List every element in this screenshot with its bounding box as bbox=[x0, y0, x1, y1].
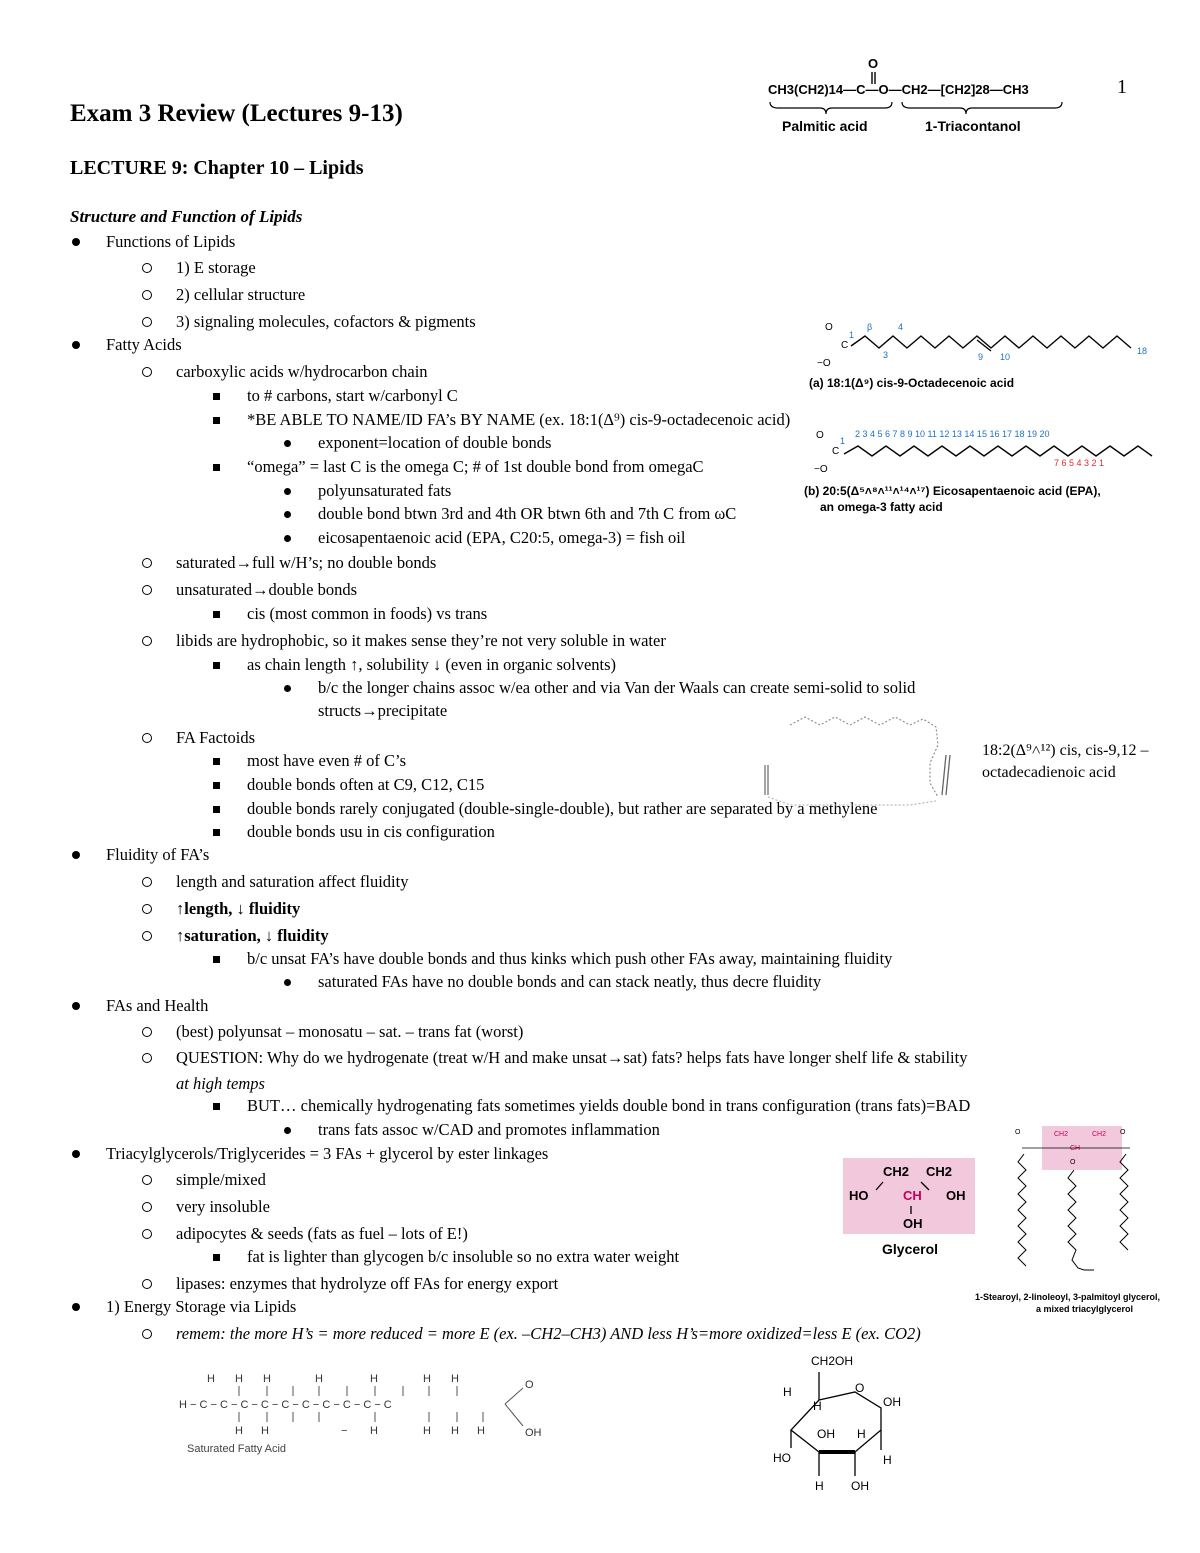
square-bullet-icon bbox=[213, 782, 220, 789]
svg-text:H − C − C − C − C − C − C − C: H − C − C − C − C − C − C − C − C − C − C bbox=[179, 1399, 392, 1411]
svg-text:H: H bbox=[235, 1373, 243, 1385]
glycerol-ch2-left: CH2 bbox=[883, 1164, 910, 1179]
oleic-acid-caption: (a) 18:1(Δ⁹) cis-9-Octadecenoic acid bbox=[809, 376, 1015, 390]
wax-formula: CH3(CH2)14—C—O—CH2—[CH2]28—CH3 bbox=[768, 82, 1029, 97]
svg-text:18: 18 bbox=[1137, 346, 1148, 356]
outline-item: 3) signaling molecules, cofactors & pigments bbox=[176, 312, 476, 331]
triacylglycerol-caption-line1: 1-Stearoyl, 2-linoleoyl, 3-palmitoyl glycerol, bbox=[975, 1292, 1161, 1302]
palmitic-acid-label: Palmitic acid bbox=[782, 118, 868, 134]
svg-text:O: O bbox=[855, 1381, 865, 1395]
svg-text:1: 1 bbox=[840, 436, 846, 446]
epa-caption-line2: an omega-3 fatty acid bbox=[820, 500, 943, 514]
svg-text:O: O bbox=[825, 322, 833, 333]
triacontanol-label: 1-Triacontanol bbox=[925, 118, 1021, 134]
bullet-icon bbox=[72, 1303, 80, 1311]
linoleic-acid-figure bbox=[760, 705, 960, 815]
glycerol-ch: CH bbox=[903, 1188, 922, 1203]
outline-item: exponent=location of double bonds bbox=[318, 433, 552, 452]
outline-item: cis (most common in foods) vs trans bbox=[247, 604, 488, 623]
outline-item: (best) polyunsat – monosatu – sat. – trans fat (worst) bbox=[176, 1022, 524, 1041]
page-title: Exam 3 Review (Lectures 9-13) bbox=[70, 100, 403, 127]
saturated-fatty-acid-structure bbox=[175, 1368, 555, 1440]
outline-item: libids are hydrophobic, so it makes sense they’re not very soluble in water bbox=[176, 631, 666, 650]
outline-item: to # carbons, start w/carbonyl C bbox=[247, 386, 458, 405]
svg-text:H: H bbox=[451, 1373, 459, 1385]
outline-item: double bond btwn 3rd and 4th OR btwn 6th and 7th C from ωC bbox=[318, 504, 737, 523]
svg-text:4: 4 bbox=[898, 322, 904, 332]
circle-bullet-icon bbox=[142, 733, 152, 743]
dot-bullet-icon bbox=[284, 979, 291, 986]
svg-text:O: O bbox=[1070, 1159, 1076, 1166]
circle-bullet-icon bbox=[142, 1279, 152, 1289]
outline-item: BUT… chemically hydrogenating fats sometimes yields double bond in trans configuration (trans fats)=BAD bbox=[247, 1096, 971, 1115]
triacylglycerol-structure bbox=[1010, 1120, 1180, 1290]
outline-item: as chain length ↑, solubility ↓ (even in organic solvents) bbox=[247, 655, 617, 674]
svg-text:H: H bbox=[207, 1373, 215, 1385]
outline-item: 2) cellular structure bbox=[176, 285, 306, 304]
outline-item: simple/mixed bbox=[176, 1170, 266, 1189]
epa-structure bbox=[800, 422, 1170, 480]
svg-text:10: 10 bbox=[1000, 352, 1011, 362]
svg-text:H: H bbox=[423, 1373, 431, 1385]
outline-item: QUESTION: Why do we hydrogenate (treat w/H and make unsat→sat) fats? helps fats have longer shelf life & stability bbox=[176, 1048, 968, 1067]
square-bullet-icon bbox=[213, 829, 220, 836]
circle-bullet-icon bbox=[142, 1027, 152, 1037]
svg-text:OH: OH bbox=[525, 1427, 542, 1439]
outline-item: *BE ABLE TO NAME/ID FA’s BY NAME (ex. 18:1(Δ⁹) cis-9-octadecenoic acid) bbox=[247, 410, 791, 429]
svg-text:H: H bbox=[261, 1425, 269, 1437]
outline-item: b/c unsat FA’s have double bonds and thus kinks which push other FAs away, maintaining fluidity bbox=[247, 949, 893, 968]
circle-bullet-icon bbox=[142, 1202, 152, 1212]
outline-item: ↑length, ↓ fluidity bbox=[176, 899, 301, 918]
outline-item: saturated FAs have no double bonds and can stack neatly, thus decre fluidity bbox=[318, 972, 822, 991]
svg-text:−: − bbox=[341, 1425, 348, 1437]
outline-item: 1) Energy Storage via Lipids bbox=[106, 1297, 297, 1316]
svg-text:H: H bbox=[315, 1373, 323, 1385]
svg-text:O: O bbox=[1015, 1129, 1021, 1136]
outline-item: very insoluble bbox=[176, 1197, 270, 1216]
outline-item: saturated→full w/H’s; no double bonds bbox=[176, 553, 437, 572]
square-bullet-icon bbox=[213, 956, 220, 963]
svg-text:H: H bbox=[813, 1399, 822, 1413]
outline-item: lipases: enzymes that hydrolyze off FAs for energy export bbox=[176, 1274, 559, 1293]
svg-text:H: H bbox=[815, 1479, 824, 1493]
bullet-icon bbox=[72, 851, 80, 859]
bullet-icon bbox=[72, 238, 80, 246]
svg-text:H: H bbox=[477, 1425, 485, 1437]
square-bullet-icon bbox=[213, 758, 220, 765]
dot-bullet-icon bbox=[284, 440, 291, 447]
page-number: 1 bbox=[1117, 76, 1127, 98]
svg-text:H: H bbox=[370, 1373, 378, 1385]
svg-text:H: H bbox=[235, 1425, 243, 1437]
oleic-acid-figure bbox=[809, 318, 1155, 393]
glycerol-caption: Glycerol bbox=[882, 1241, 939, 1257]
square-bullet-icon bbox=[213, 464, 220, 471]
svg-text:O: O bbox=[816, 430, 824, 441]
oleic-acid-structure bbox=[815, 318, 1155, 378]
outline-item: structs→precipitate bbox=[318, 701, 448, 720]
svg-text:H: H bbox=[263, 1373, 271, 1385]
svg-text:O: O bbox=[1120, 1129, 1126, 1136]
dot-bullet-icon bbox=[284, 511, 291, 518]
svg-text:CH: CH bbox=[1070, 1145, 1081, 1152]
outline-item: double bonds usu in cis configuration bbox=[247, 822, 495, 841]
outline-item: FA Factoids bbox=[176, 728, 255, 747]
square-bullet-icon bbox=[213, 393, 220, 400]
circle-bullet-icon bbox=[142, 558, 152, 568]
epa-caption-line1: (b) 20:5(Δ⁵˄⁸˄¹¹˄¹⁴˄¹⁷) Eicosapentaenoic acid (EPA), bbox=[804, 484, 1101, 498]
circle-bullet-icon bbox=[142, 290, 152, 300]
square-bullet-icon bbox=[213, 611, 220, 618]
saturated-fatty-acid-caption: Saturated Fatty Acid bbox=[187, 1443, 287, 1455]
outline-item: ↑saturation, ↓ fluidity bbox=[176, 926, 329, 945]
lecture-heading: LECTURE 9: Chapter 10 – Lipids bbox=[70, 157, 364, 179]
square-bullet-icon bbox=[213, 1254, 220, 1261]
epa-figure bbox=[800, 422, 1170, 517]
svg-text:−O: −O bbox=[817, 358, 831, 369]
svg-text:C: C bbox=[832, 446, 840, 457]
svg-text:OH: OH bbox=[851, 1479, 869, 1493]
svg-text:CH2: CH2 bbox=[1092, 1131, 1107, 1138]
circle-bullet-icon bbox=[142, 263, 152, 273]
circle-bullet-icon bbox=[142, 1329, 152, 1339]
glycerol-oh-bottom: OH bbox=[903, 1216, 923, 1231]
svg-text:1: 1 bbox=[849, 330, 855, 340]
saturated-fatty-acid-figure bbox=[175, 1368, 555, 1463]
linoleic-acid-label: 18:2(Δ⁹˄¹²) cis, cis-9,12 – octadecadienoic acid bbox=[982, 742, 1149, 781]
dot-bullet-icon bbox=[284, 685, 291, 692]
square-bullet-icon bbox=[213, 417, 220, 424]
circle-bullet-icon bbox=[142, 317, 152, 327]
outline-item: adipocytes & seeds (fats as fuel – lots of E!) bbox=[176, 1224, 468, 1243]
outline-item: Functions of Lipids bbox=[106, 232, 236, 251]
circle-bullet-icon bbox=[142, 1229, 152, 1239]
svg-text:OH: OH bbox=[817, 1427, 835, 1441]
outline-item: carboxylic acids w/hydrocarbon chain bbox=[176, 362, 428, 381]
linoleic-acid-structure bbox=[760, 705, 960, 815]
svg-text:O: O bbox=[868, 56, 879, 71]
outline-item: length and saturation affect fluidity bbox=[176, 872, 409, 891]
square-bullet-icon bbox=[213, 662, 220, 669]
glucose-ch2oh: CH2OH bbox=[811, 1354, 854, 1368]
wax-ester-figure bbox=[760, 52, 1070, 142]
dot-bullet-icon bbox=[284, 488, 291, 495]
svg-text:H: H bbox=[423, 1425, 431, 1437]
glycerol-ho: HO bbox=[849, 1188, 869, 1203]
svg-text:H: H bbox=[883, 1453, 892, 1467]
svg-text:C: C bbox=[841, 340, 849, 351]
svg-text:O: O bbox=[525, 1379, 534, 1391]
outline-item: at high temps bbox=[176, 1074, 265, 1093]
circle-bullet-icon bbox=[142, 1175, 152, 1185]
glucose-structure bbox=[765, 1352, 925, 1502]
svg-text:H: H bbox=[370, 1425, 378, 1437]
dot-bullet-icon bbox=[284, 1127, 291, 1134]
outline-item: double bonds rarely conjugated (double-single-double), but rather are separated by a methylene bbox=[247, 799, 878, 818]
outline-item: Triacylglycerols/Triglycerides = 3 FAs + glycerol by ester linkages bbox=[106, 1144, 549, 1163]
outline-item: trans fats assoc w/CAD and promotes inflammation bbox=[318, 1120, 660, 1139]
outline-item: 1) E storage bbox=[176, 258, 256, 277]
svg-text:OH: OH bbox=[883, 1395, 901, 1409]
circle-bullet-icon bbox=[142, 367, 152, 377]
circle-bullet-icon bbox=[142, 877, 152, 887]
outline-item: Fluidity of FA’s bbox=[106, 845, 210, 864]
outline-item: FAs and Health bbox=[106, 996, 209, 1015]
section-heading: Structure and Function of Lipids bbox=[70, 207, 303, 226]
circle-bullet-icon bbox=[142, 585, 152, 595]
glycerol-figure bbox=[843, 1158, 975, 1234]
outline-item: fat is lighter than glycogen b/c insoluble so no extra water weight bbox=[247, 1247, 680, 1266]
svg-text:−O: −O bbox=[814, 464, 828, 475]
svg-text:H: H bbox=[451, 1425, 459, 1437]
svg-text:H: H bbox=[783, 1385, 792, 1399]
triacylglycerol-figure bbox=[1010, 1120, 1180, 1290]
bullet-icon bbox=[72, 341, 80, 349]
svg-text:β: β bbox=[867, 322, 873, 332]
glucose-figure bbox=[765, 1352, 925, 1502]
svg-text:2 3 4 5 6 7 8 9 10 11 12 13 14: 2 3 4 5 6 7 8 9 10 11 12 13 14 15 16 17 18 19 20 bbox=[855, 429, 1050, 439]
outline-item: remem: the more H’s = more reduced = more E (ex. –CH2–CH3) AND less H’s=more oxidized=less E (ex. CO2) bbox=[176, 1324, 921, 1343]
svg-text:H: H bbox=[857, 1427, 866, 1441]
outline-item: double bonds often at C9, C12, C15 bbox=[247, 775, 485, 794]
glycerol-oh-right: OH bbox=[946, 1188, 966, 1203]
square-bullet-icon bbox=[213, 1103, 220, 1110]
svg-text:9: 9 bbox=[978, 352, 984, 362]
outline-item: b/c the longer chains assoc w/ea other and via Van der Waals can create semi-solid to solid bbox=[318, 678, 916, 697]
circle-bullet-icon bbox=[142, 636, 152, 646]
svg-text:HO: HO bbox=[773, 1451, 791, 1465]
outline-item: most have even # of C’s bbox=[247, 751, 407, 770]
svg-text:CH2: CH2 bbox=[1054, 1131, 1069, 1138]
outline-item: “omega” = last C is the omega C; # of 1st double bond from omegaC bbox=[247, 457, 704, 476]
dot-bullet-icon bbox=[284, 535, 291, 542]
bullet-icon bbox=[72, 1150, 80, 1158]
square-bullet-icon bbox=[213, 806, 220, 813]
triacylglycerol-caption-line2: a mixed triacylglycerol bbox=[1036, 1304, 1134, 1314]
svg-text:7 6 5 4 3 2 1: 7 6 5 4 3 2 1 bbox=[1054, 458, 1105, 468]
circle-bullet-icon bbox=[142, 1053, 152, 1063]
outline-item: Fatty Acids bbox=[106, 335, 182, 354]
circle-bullet-icon bbox=[142, 904, 152, 914]
circle-bullet-icon bbox=[142, 931, 152, 941]
outline-item: eicosapentaenoic acid (EPA, C20:5, omega-3) = fish oil bbox=[318, 528, 686, 547]
bullet-icon bbox=[72, 1002, 80, 1010]
outline-item: unsaturated→double bonds bbox=[176, 580, 358, 599]
svg-text:3: 3 bbox=[883, 350, 889, 360]
outline-item: polyunsaturated fats bbox=[318, 481, 452, 500]
glycerol-ch2-right: CH2 bbox=[926, 1164, 953, 1179]
